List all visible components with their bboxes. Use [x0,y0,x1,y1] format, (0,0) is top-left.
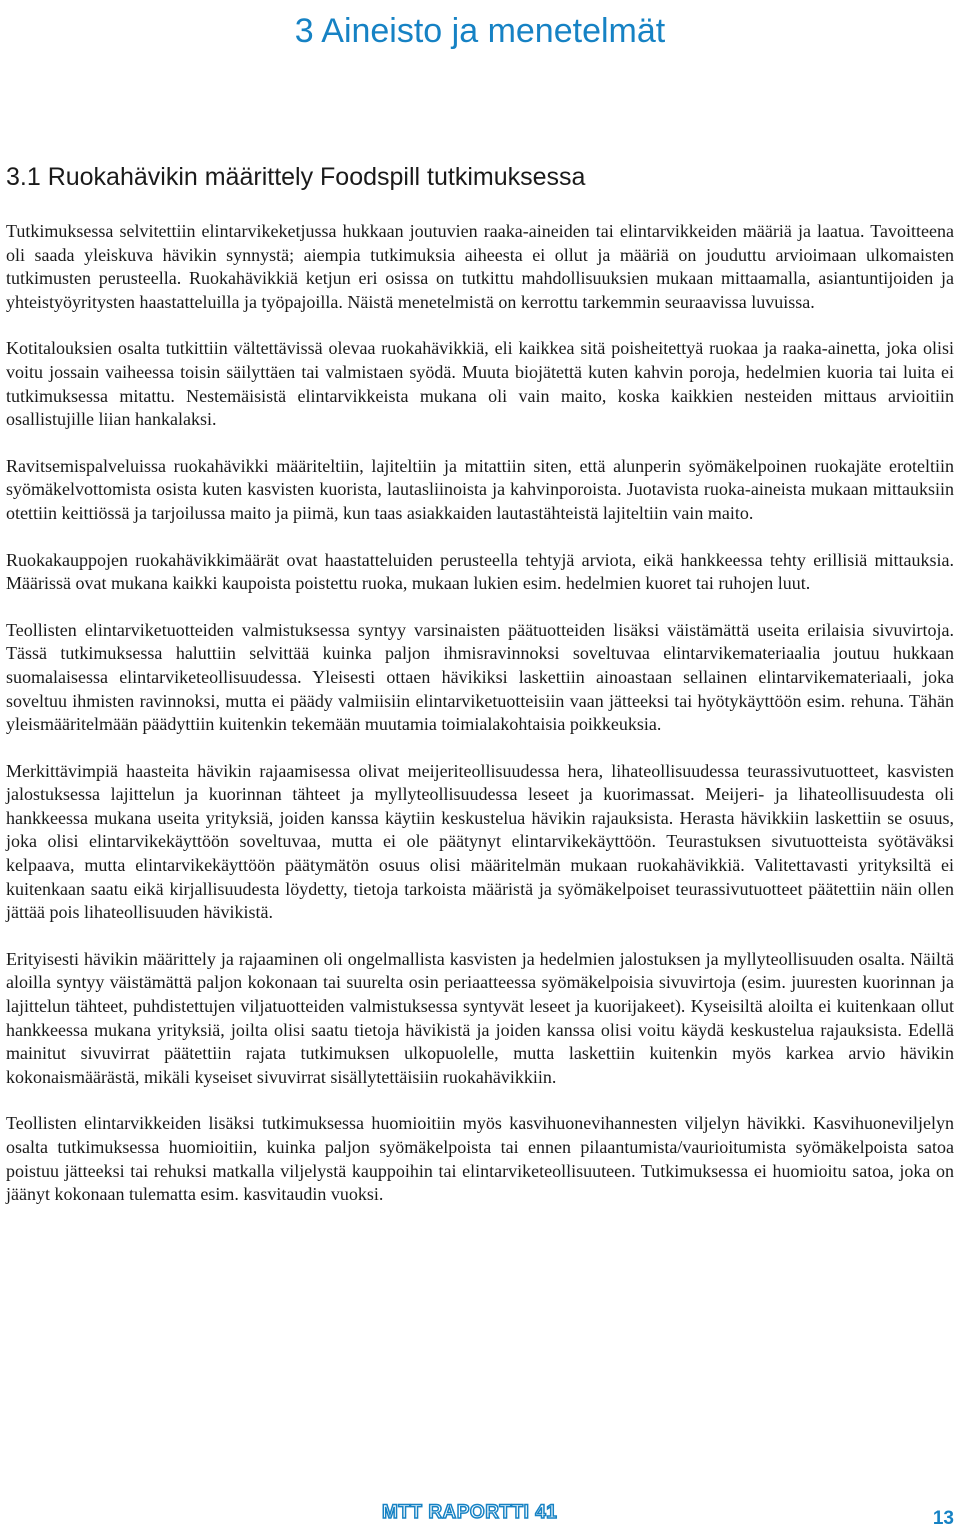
paragraph-challenges: Merkittävimpiä haasteita hävikin rajaamisessa olivat meijeriteollisuudessa hera, lihateollisuudessa teurassivutuotteet, kasvisten jalostuksessa lajittelun ja kuorinnan tähteet ja myllyteollisuudessa leseet ja kuorimassat. Meijeri- ja lihateollisuudesta oli hankkeessa mukana useita yrityksiä, joiden kanssa käytiin keskustelua hävikin rajauksista. Herasta hävikkiin laskettiin se osuus, joka olisi elintarvikekäyttöön soveltuvaa, mutta ei ole päätynyt elintarvikekäyttöön. Teurastuksen sivutuotteista syötäväksi kelpaava, mutta elintarvikekäyttöön päätymätön osuus olisi määritelmän mukaan ruokahävikkiä. Valitettavasti yrityksiltä ei kuitenkaan saatu eikä kirjallisuudesta löydetty, tietoja tarkoista määristä ja syömäkelpoiset teurassivutuotteet päätettiin näin ollen jättää pois lihateollisuuden hävikistä. [6,760,954,923]
paragraph-industry: Teollisten elintarviketuotteiden valmistuksessa syntyy varsinaisten päätuotteiden lisäksi väistämättä useita erilaisia sivuvirtoja. Tässä tutkimuksessa haluttiin selvittää kuinka paljon ihmisravinnoksi soveltuvaa elintarvikemateriaalia joutuu hukkaan suomalaisessa elintarviketeollisuudessa. Yleisesti ottaen hävikiksi laskettiin ainoastaan sellainen elintarvikemateriaali, joka soveltuu ihmisten ravinnoksi, mutta ei päädy valmiisiin elintarviketuotteisiin vaan jätteeksi tai hyötykäyttöön esim. rehuna. Tähän yleismääritelmään päädyttiin kuitenkin tekemään muutamia toimialakohtaisia poikkeuksia. [6,619,954,735]
chapter-title: 3 Aineisto ja menetelmät [294,12,666,50]
paragraph-greenhouse: Teollisten elintarvikkeiden lisäksi tutkimuksessa huomioitiin myös kasvihuonevihannesten viljelyn hävikki. Kasvihuoneviljelyn osalta tutkimuksessa huomioitiin, kuinka paljon syömäkelpoista tai ennen pilaantumista/vaurioitumista syömäkelpoista satoa poistuu jätteeksi tai rehuksi matkalla viljelystä kauppoihin tai elintarviketeollisuuteen. Tutkimuksessa ei huomioitu satoa, joka on jäänyt kokonaan tulematta esim. kasvitaudin vuoksi. [6,1113,954,1205]
paragraph-vegetable-processing: Erityisesti hävikin määrittely ja rajaaminen oli ongelmallista kasvisten ja hedelmien jalostuksen ja myllyteollisuuden osalta. Näiltä aloilla syntyy väistämättä paljon kokonaan tai suurelta osin periaatteessa syömäkelpoisia sivuvirtoja (esim. juuresten kuorinnan ja lajittelun tähteet, puhdistettujen viljatuotteiden valmistuksessa syntyvät leseet ja kuorijakeet). Kyseisiltä aloilta ei kuitenkaan ollut hankkeessa mukana yrityksiä, joilta olisi saatu tietoja hävikistä ja joiden kanssa olisi voitu käydä keskustelua rajauksista. Edellä mainitut sivuvirrat päätettiin rajata tutkimuksen ulkopuolelle, mutta laskettiin kuitenkin myös karkea arvio hävikin kokonaismäärästä, mikäli kyseiset sivuvirrat sisällytettäisiin ruokahävikkiin. [6,948,954,1087]
section-title: 3.1 Ruokahävikin määrittely Foodspill tutkimuksessa [6,163,586,191]
paragraph-households: Kotitalouksien osalta tutkittiin vältettävissä olevaa ruokahävikkiä, eli kaikkea sitä poisheitettyä ruokaa ja raaka-ainetta, joka olisi voitu jossain vaiheessa toisin säilyttäen tai valmistaen syödä. Muuta biojätettä kuten kahvin poroja, hedelmien kuoria tai luita ei tutkimuksessa mitattu. Nestemäisistä elintarvikkeista mukana oli vain maito, koska kaikkien nesteiden mittaus arvioitiin osallistujille liian hankalaksi. [6,338,954,430]
page-number: 13 [932,1508,954,1529]
paragraph-grocery-stores: Ruokakauppojen ruokahävikkimäärät ovat haastatteluiden perusteella tehtyjä arviota, eikä hankkeessa tehty erillisiä mittauksia. Määrissä ovat mukana kaikki kaupoista poistettu ruoka, mukaan lukien esim. hedelmien kuoret tai ruhojen luut. [6,549,954,594]
paragraph-intro: Tutkimuksessa selvitettiin elintarvikeketjussa hukkaan joutuvien raaka-aineiden tai elintarvikkeiden määriä ja laatua. Tavoitteena oli saada yleiskuva hävikin synnystä; aiempia tutkimuksia aiheesta ei ollut ja määriä on jouduttu arvioimaan ulkomaisten tutkimusten perusteella. Ruokahävikkiä ketjun eri osissa on tutkittu mahdollisuuksien mukaan mittaamalla, asiantuntijoiden ja yhteistyöyritysten haastatteluilla ja työpajoilla. Näistä menetelmistä on kerrottu tarkemmin seuraavissa luvuissa. [6,221,954,312]
footer-brand: MTT RAPORTTI 41 [382,1502,558,1523]
paragraph-food-services: Ravitsemispalveluissa ruokahävikki määriteltiin, lajiteltiin ja mitattiin siten, että alunperin syömäkelpoinen ruokajäte eroteltiin syömäkelvottomista osista kuten kasvisten kuorista, lautasliinoista ja kahvinporoista. Juotavista ruoka-aineista mukaan mittauksiin otettiin keittiössä ja tarjoilussa maito ja piimä, kun taas asiakkaiden lautastähteistä lajiteltiin vain maito. [6,455,954,523]
body-text [6,220,954,1230]
